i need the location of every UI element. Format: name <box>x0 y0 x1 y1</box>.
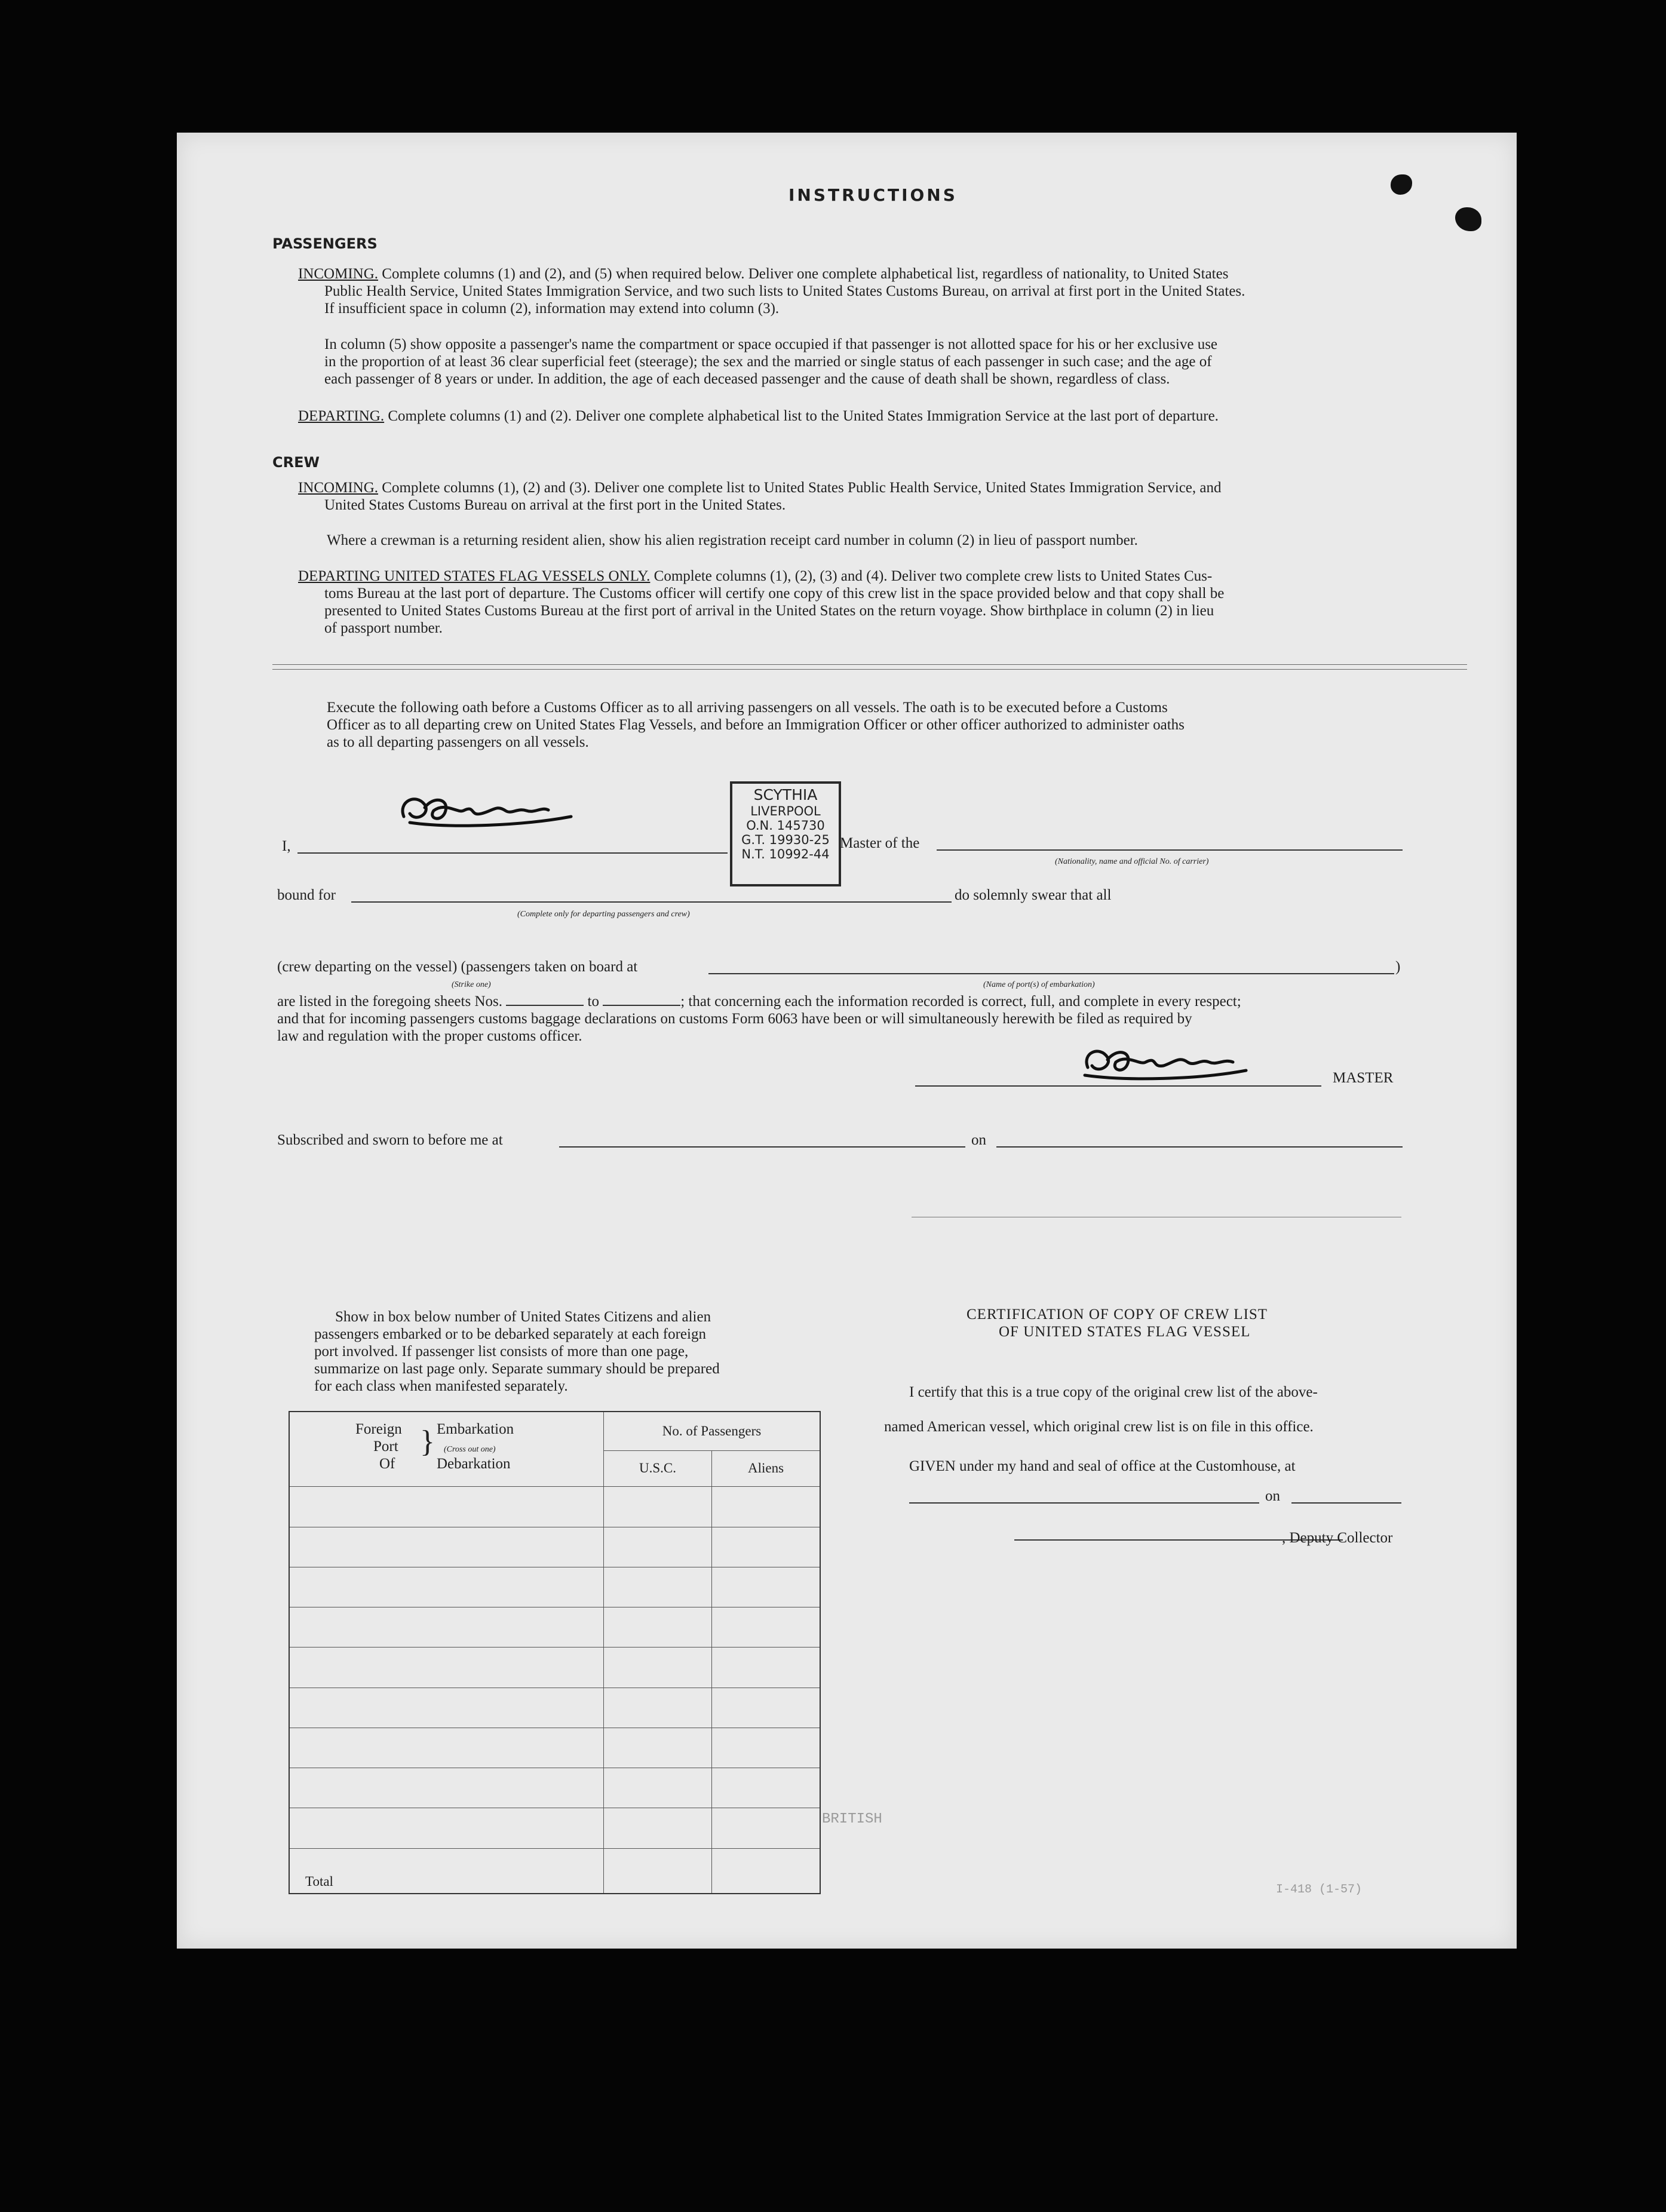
table-row-usc[interactable] <box>604 1567 712 1607</box>
certification-text: named American vessel, which original crew list is on file in this office. <box>884 1419 1314 1435</box>
master-signature-line[interactable] <box>915 1085 1321 1087</box>
table-row-port[interactable] <box>289 1648 604 1688</box>
crew-resident-text: Where a crewman is a returning resident alien, show his alien registration receipt card number in column (2) in lieu of passport number. <box>327 532 1138 548</box>
table-row-port[interactable] <box>289 1768 604 1808</box>
listed-sheets <box>277 993 1241 1010</box>
embarkation-label: Embarkation <box>437 1421 514 1437</box>
passengers-departing-text: Complete columns (1) and (2). Deliver one complete alphabetical list to the United States Immigration Service at the last port of departure. <box>388 408 1219 424</box>
passengers-incoming-text: Public Health Service, United States Immigration Service, and two such lists to United States Customs Bureau, on arrival at first port in the United States. <box>324 283 1245 299</box>
crew-incoming-label: INCOMING. <box>298 480 379 496</box>
oath-intro: Officer as to all departing crew on United States Flag Vessels, and before an Immigration Officer or other officer authorized to administer oaths <box>327 717 1185 733</box>
oath-intro: as to all departing passengers on all vessels. <box>327 734 589 750</box>
stamp-port: LIVERPOOL <box>750 804 821 818</box>
table-row-usc[interactable] <box>604 1728 712 1768</box>
stamp-net-tonnage: N.T. 10992-44 <box>741 847 830 861</box>
table-row-usc[interactable] <box>604 1527 712 1567</box>
ports-caption: (Name of port(s) of embarkation) <box>983 980 1095 989</box>
master-name-field[interactable] <box>297 852 728 854</box>
table-row-port[interactable] <box>289 1487 604 1527</box>
table-row-usc[interactable] <box>604 1768 712 1808</box>
no-passengers-header: No. of Passengers <box>604 1412 821 1450</box>
sheet-to-field[interactable] <box>603 1005 680 1006</box>
table-row-usc[interactable] <box>604 1648 712 1688</box>
bound-for-field[interactable] <box>351 901 952 903</box>
of-label: Of <box>379 1456 395 1472</box>
cross-out-caption: (Cross out one) <box>444 1445 496 1454</box>
master-of-the-label: Master of the <box>840 835 920 851</box>
show-through-text: BRITISH <box>822 1811 882 1827</box>
summary-instructions: Show in box below number of United States Citizens and alien <box>335 1309 711 1325</box>
crew-departing-passengers-text: (crew departing on the vessel) (passengers taken on board at <box>277 959 638 975</box>
table-row-aliens[interactable] <box>712 1648 821 1688</box>
show-through-form-number: I-418 (1-57) <box>1276 1883 1363 1897</box>
usc-header: U.S.C. <box>604 1450 712 1487</box>
passengers-incoming-text: Complete columns (1) and (2), and (5) when required below. Deliver one complete alphabetical list, regardless of nationality, to United States <box>382 266 1229 282</box>
summary-instructions: summarize on last page only. Separate summary should be prepared <box>314 1361 720 1377</box>
port-label: Port <box>373 1438 398 1455</box>
stamp-official-number: O.N. 145730 <box>746 818 825 833</box>
table-row-aliens[interactable] <box>712 1688 821 1728</box>
listed-to-text: to <box>587 993 599 1010</box>
stamp-gross-tonnage: G.T. 19930-25 <box>741 833 830 847</box>
table-row-usc[interactable] <box>604 1607 712 1648</box>
crew-incoming-text: Complete columns (1), (2) and (3). Deliver one complete list to United States Public Health Service, United States Immigration Service, and <box>382 480 1222 496</box>
table-row-port[interactable] <box>289 1688 604 1728</box>
table-row-aliens[interactable] <box>712 1728 821 1768</box>
deputy-collector-label: , Deputy Collector <box>1282 1530 1393 1546</box>
table-row-aliens[interactable] <box>712 1527 821 1567</box>
nationality-caption: (Nationality, name and official No. of carrier) <box>1055 857 1209 866</box>
table-row-usc[interactable] <box>604 1688 712 1728</box>
passengers-departing-label: DEPARTING. <box>298 408 385 424</box>
table-row-aliens[interactable] <box>712 1808 821 1848</box>
stamp-vessel-name: SCYTHIA <box>753 786 818 803</box>
crew-departing-label: DEPARTING UNITED STATES FLAG VESSELS ONLY. <box>298 568 651 584</box>
sworn-date-field[interactable] <box>996 1146 1403 1148</box>
ink-blot-icon <box>1391 174 1412 195</box>
table-row-aliens[interactable] <box>712 1768 821 1808</box>
crew-departing-text: presented to United States Customs Bureau at the first port of arrival in the United States on the return voyage. Show birthplace in column (2) in lieu <box>324 603 1214 619</box>
column-5-text: In column (5) show opposite a passenger's name the compartment or space occupied if that passenger is not allotted space for his or her exclusive use <box>324 336 1218 352</box>
port-header-cell <box>289 1412 604 1487</box>
certification-date-field[interactable] <box>1291 1502 1401 1504</box>
subscribed-sworn-text: Subscribed and sworn to before me at <box>277 1132 503 1148</box>
debarkation-label: Debarkation <box>437 1456 511 1472</box>
vessel-stamp <box>730 781 841 886</box>
law-regulation-text: law and regulation with the proper customs officer. <box>277 1028 582 1044</box>
crew-incoming <box>298 479 1222 496</box>
total-label: Total <box>289 1848 604 1894</box>
swear-text: do solemnly swear that all <box>955 887 1112 903</box>
crew-departing-text: of passport number. <box>324 620 443 636</box>
customhouse-field[interactable] <box>909 1502 1259 1504</box>
table-row-aliens[interactable] <box>712 1567 821 1607</box>
summary-instructions: passengers embarked or to be debarked separately at each foreign <box>314 1326 706 1342</box>
given-text: GIVEN under my hand and seal of office at the Customhouse, at <box>909 1458 1296 1474</box>
brace-icon: } <box>420 1425 435 1459</box>
sworn-on-label: on <box>971 1132 986 1148</box>
ink-blot-icon <box>1455 207 1481 231</box>
crew-incoming-text: United States Customs Bureau on arrival at the first port in the United States. <box>324 497 786 513</box>
summary-instructions: for each class when manifested separately. <box>314 1378 568 1394</box>
table-row-port[interactable] <box>289 1808 604 1848</box>
foreign-label: Foreign <box>355 1421 402 1437</box>
vessel-field[interactable] <box>937 849 1403 851</box>
master-label: MASTER <box>1333 1070 1394 1086</box>
sheet-from-field[interactable] <box>506 1005 584 1006</box>
certification-on-label: on <box>1265 1488 1280 1504</box>
page-title: INSTRUCTIONS <box>788 185 958 205</box>
aliens-header: Aliens <box>712 1450 821 1487</box>
crew-departing <box>298 567 1212 585</box>
divider-rule <box>272 664 1467 665</box>
passenger-summary-table <box>289 1411 821 1894</box>
passengers-departing <box>298 407 1219 425</box>
bound-for-label: bound for <box>277 887 336 903</box>
table-row-port[interactable] <box>289 1567 604 1607</box>
column-5-text: in the proportion of at least 36 clear superficial feet (steerage); the sex and the married or single status of each passenger in such case; and the age of <box>324 354 1212 370</box>
strike-one-caption: (Strike one) <box>452 980 491 989</box>
total-aliens[interactable] <box>712 1848 821 1894</box>
oath-i-label: I, <box>282 838 291 854</box>
table-row-port[interactable] <box>289 1527 604 1567</box>
certification-text: I certify that this is a true copy of the original crew list of the above- <box>909 1384 1318 1400</box>
table-row-port[interactable] <box>289 1728 604 1768</box>
crew-departing-text: Complete columns (1), (2), (3) and (4). Deliver two complete crew lists to United States Cus- <box>653 568 1213 584</box>
customs-declaration-text: and that for incoming passengers customs baggage declarations on customs Form 6063 have been or will simultaneously herewith be filed as required by <box>277 1011 1192 1027</box>
table-row-usc[interactable] <box>604 1487 712 1527</box>
divider-rule <box>272 669 1467 670</box>
form-page <box>177 133 1517 1949</box>
certification-title: CERTIFICATION OF COPY OF CREW LIST <box>967 1306 1268 1323</box>
crew-heading: CREW <box>272 454 320 471</box>
passengers-incoming-label: INCOMING. <box>298 266 379 282</box>
passengers-incoming-text: If insufficient space in column (2), information may extend into column (3). <box>324 300 780 317</box>
master-signature-icon <box>392 784 595 837</box>
crew-departing-text: toms Bureau at the last port of departure. The Customs officer will certify one copy of this crew list in the space provided below and that copy shall be <box>324 585 1225 602</box>
table-row-port[interactable] <box>289 1607 604 1648</box>
column-5-text: each passenger of 8 years or under. In addition, the age of each deceased passenger and the cause of death shall be shown, regardless of class. <box>324 371 1170 387</box>
table-row-aliens[interactable] <box>712 1607 821 1648</box>
departing-only-caption: (Complete only for departing passengers and crew) <box>517 910 690 919</box>
certification-title: OF UNITED STATES FLAG VESSEL <box>999 1324 1251 1340</box>
listed-sheets-text: ; that concerning each the information recorded is correct, full, and complete in every respect; <box>680 993 1241 1010</box>
master-signature-icon <box>1073 1035 1264 1091</box>
embarkation-ports-field[interactable] <box>708 973 1394 974</box>
table-row-usc[interactable] <box>604 1808 712 1848</box>
sworn-location-field[interactable] <box>559 1146 965 1148</box>
listed-sheets-text: are listed in the foregoing sheets Nos. <box>277 993 502 1010</box>
total-usc[interactable] <box>604 1848 712 1894</box>
oath-intro: Execute the following oath before a Customs Officer as to all arriving passengers on all vessels. The oath is to be executed before a Customs <box>327 700 1168 716</box>
summary-instructions: port involved. If passenger list consists of more than one page, <box>314 1343 689 1360</box>
passengers-incoming <box>298 265 1469 283</box>
close-paren: ) <box>1395 959 1401 975</box>
passengers-heading: PASSENGERS <box>272 235 378 252</box>
table-row-aliens[interactable] <box>712 1487 821 1527</box>
